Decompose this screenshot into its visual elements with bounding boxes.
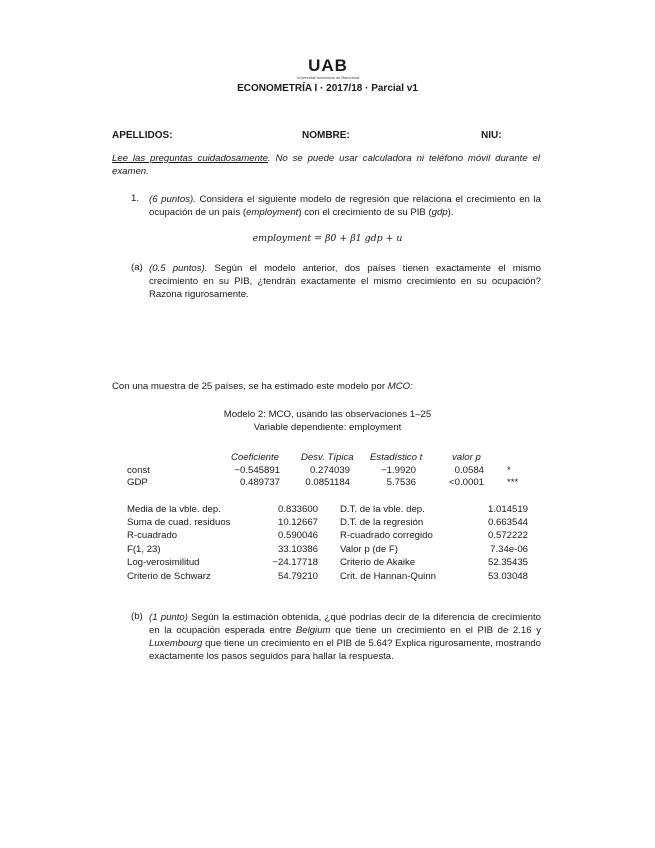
significance-stars: *** [507,477,519,488]
field-niu: NIU: [481,130,502,141]
stat-label: Suma de cuad. residuos [127,517,231,528]
stat-label: R-cuadrado corregido [340,530,433,541]
t-value: −1.9920 [381,465,416,476]
se-value: 0.274039 [309,465,350,476]
model-dependent-variable: Variable dependiente: employment [253,422,402,433]
p-value: 0.0584 [454,465,484,476]
col-valor-p: valor p [452,452,481,463]
stat-value: 0.833600 [277,504,318,515]
question-b-points: (1 punto) [149,612,188,623]
stat-value: 0.590046 [277,530,318,541]
stat-label: Valor p (de F) [340,544,398,555]
field-apellidos: APELLIDOS: [112,130,173,141]
question1-text-a: Considera el siguiente modelo de regresión que relaciona el crecimiento en la ocupación de un país ( [149,194,541,218]
se-value: 0.0851184 [305,477,350,488]
stat-label: F(1, 23) [127,544,161,555]
col-coeficiente: Coeficiente [231,452,279,463]
row-name: const [127,465,150,476]
stat-value: 10.12667 [277,517,318,528]
var-employment: employment [246,207,299,218]
question-a-points: (0.5 puntos). [149,263,208,274]
stat-value: 7.34e-06 [490,544,528,555]
model-title: Modelo 2: MCO, usando las observaciones 1–25 [223,409,432,420]
col-desv-tipica: Desv. Típica [301,452,354,463]
question-b-label: (b) [131,611,143,622]
question-b-text-b: que tiene un crecimiento en el PIB de 2.16 y [330,625,542,636]
significance-stars: * [507,465,511,476]
t-value: 5.7536 [386,477,416,488]
stat-value: 53.03048 [487,571,528,582]
stat-value: 54.79210 [277,571,318,582]
sample-text-main: Con una muestra de 25 países, se ha estimado este modelo por [112,381,388,392]
stat-label: R-cuadrado [127,530,178,541]
question-b-text-a: Según la estimación obtenida, ¿qué podrías decir de la diferencia de crecimiento en la ocupación esperada entre [149,612,541,636]
instructions-rest: . No se puede usar calculadora ni teléfono móvil durante el examen. [112,153,541,177]
field-nombre: NOMBRE: [302,130,350,141]
country-belgium: Belgium [295,625,331,636]
stat-value: −24.17718 [272,557,318,568]
question-a-label: (a) [131,262,143,273]
stat-value: 52.35435 [487,557,528,568]
stat-label: Criterio de Akaike [340,557,416,568]
stat-value: 33.10386 [277,544,318,555]
question1-text [149,193,541,219]
question1-number: 1. [131,193,140,204]
stat-label: D.T. de la vble. dep. [340,504,425,515]
question-a-text [149,262,541,301]
question-b-text-c: que tiene un crecimiento en el PIB de 5.64? Explica rigurosamente, mostrando exactamente los pasos seguidos para hallar la respuesta. [149,638,541,662]
regression-equation: employment = β0 + β1 gdp + u [252,233,403,244]
sample-text [112,381,413,392]
sample-text-mco: MCO: [387,381,413,392]
stat-label: Log-verosimilitud [127,557,200,568]
logo-subtitle: Universitat Autònoma de Barcelona [296,75,360,80]
stat-value: 1.014519 [487,504,528,515]
stat-label: Media de la vble. dep. [127,504,221,515]
stat-label: Criterio de Schwarz [127,571,211,582]
page-title: ECONOMETRÍA I · 2017/18 · Parcial v1 [237,83,418,94]
p-value: <0.0001 [449,477,484,488]
stat-label: D.T. de la regresión [340,517,424,528]
stat-value: 0.572222 [487,530,528,541]
question1-points: (6 puntos). [149,194,196,205]
question1-text-b: ) con el crecimiento de su PIB ( [298,207,432,218]
stat-label: Crit. de Hannan-Quinn [340,571,436,582]
country-luxembourg: Luxembourg [149,638,203,649]
stat-value: 0.663544 [487,517,528,528]
question-b-text [149,611,541,663]
question1-text-c: ). [447,207,454,218]
instructions-underlined: Lee las preguntas cuidadosamente [112,153,268,164]
col-estadistico-t: Estadístico t [370,452,423,463]
question-a-body: Según el modelo anterior, dos países tienen exactamente el mismo crecimiento en su PIB, ¿tendrán exactamente el mismo crecimiento en su ocupación? Razona rigurosamente. [149,263,541,300]
instructions [112,152,540,178]
var-gdp: gdp [431,207,448,218]
row-name: GDP [127,477,148,488]
coef-value: −0.545891 [234,465,280,476]
uab-logo: UAB [308,56,348,75]
coef-value: 0.489737 [239,477,280,488]
